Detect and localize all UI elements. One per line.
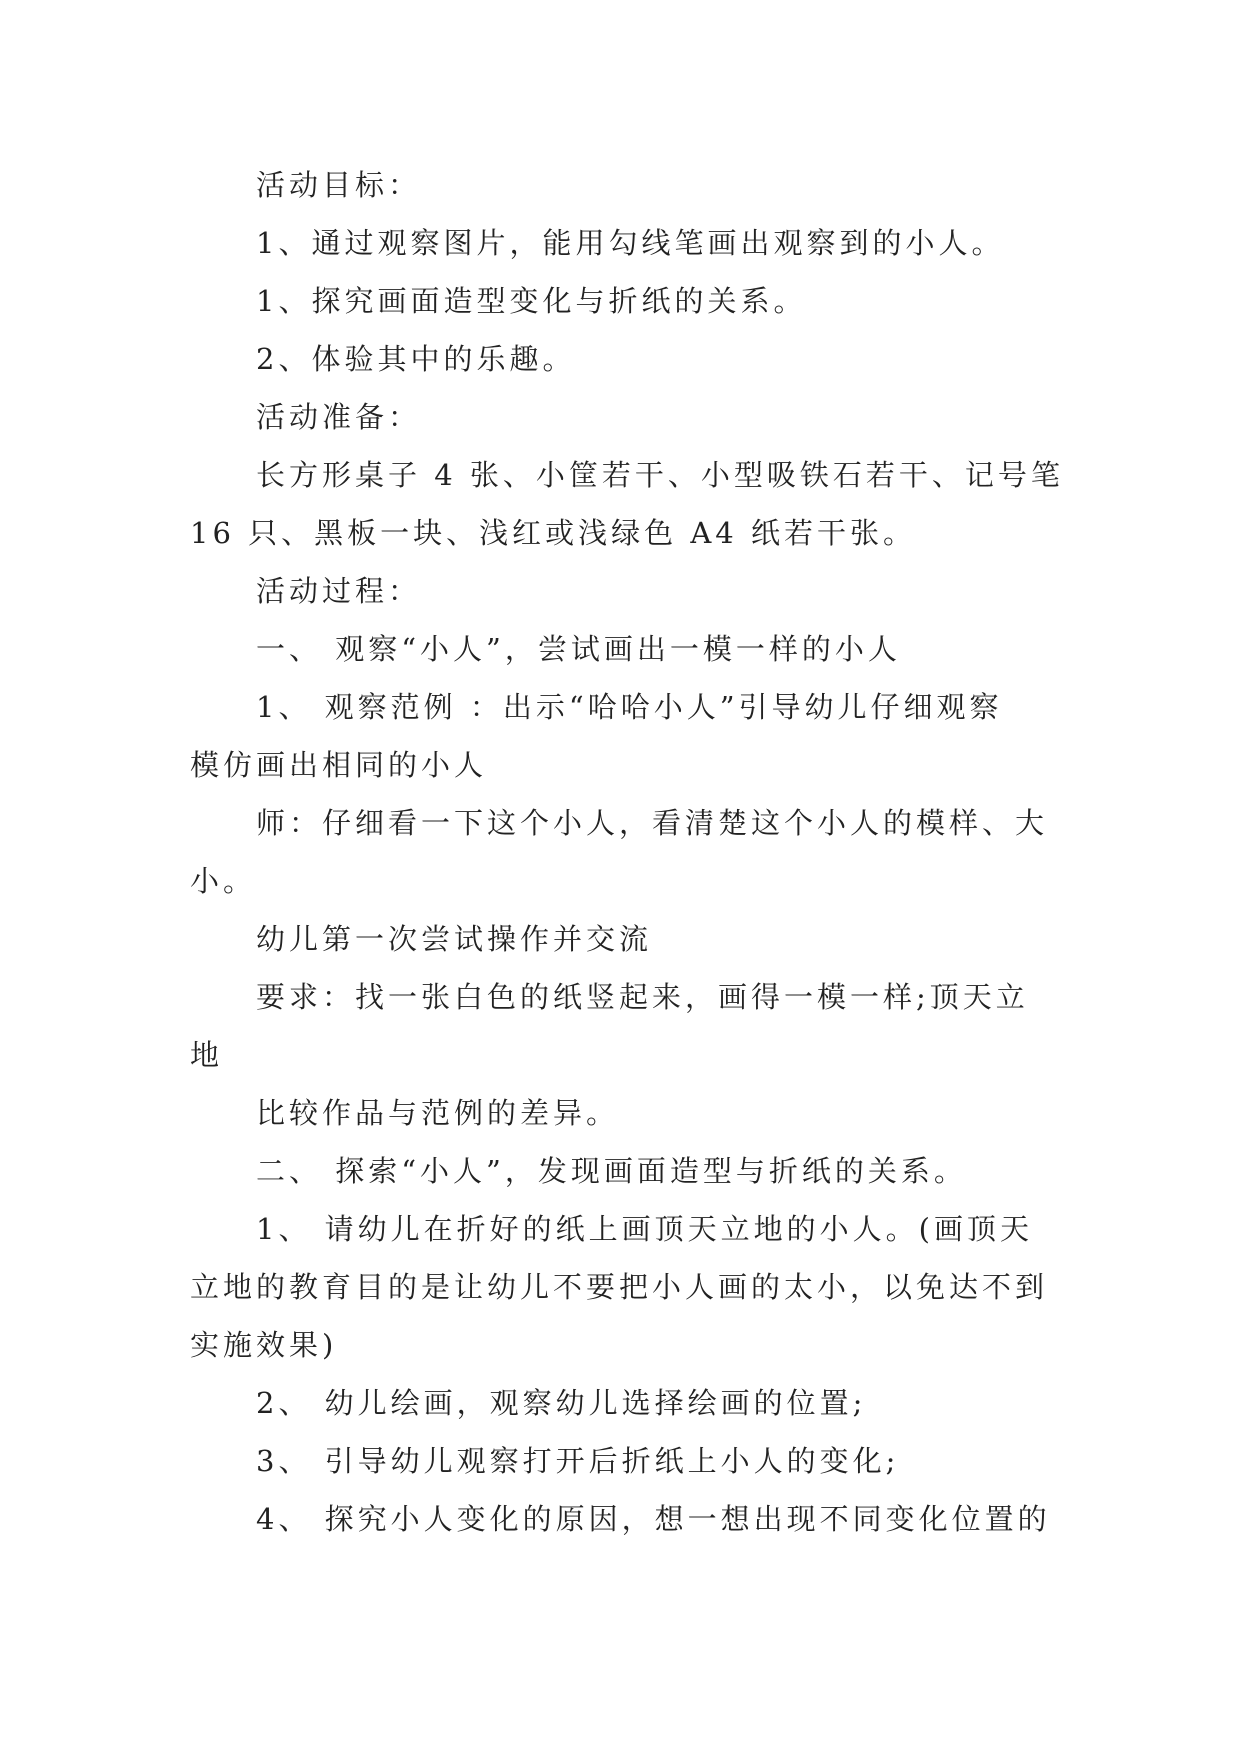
section-heading-activity-preparation [190, 388, 1070, 446]
goal-item [190, 330, 1070, 388]
process-paragraph [190, 910, 1070, 968]
paragraph-line: 地 [190, 1038, 224, 1072]
paragraph-line: 1、探究画面造型变化与折纸的关系。 [256, 284, 807, 318]
paragraph-line: 长方形桌子 4 张、小筐若干、小型吸铁石若干、记号笔 [256, 458, 1064, 492]
process-item [190, 678, 1070, 794]
paragraph-line: 活动过程： [256, 574, 422, 608]
paragraph-line: 一、 观察“小人”，尝试画出一模一样的小人 [256, 632, 901, 666]
paragraph-line: 师：仔细看一下这个小人，看清楚这个小人的模样、大 [256, 806, 1049, 840]
paragraph-line: 模仿画出相同的小人 [190, 748, 488, 782]
process-step-heading [190, 1142, 1070, 1200]
paragraph-line: 3、 引导幼儿观察打开后折纸上小人的变化; [256, 1444, 900, 1478]
paragraph-line: 活动准备： [256, 400, 422, 434]
paragraph-line: 小。 [190, 864, 257, 898]
process-item [190, 1490, 1070, 1548]
process-item [190, 1432, 1070, 1490]
process-item [190, 1374, 1070, 1432]
paragraph-line: 4、 探究小人变化的原因，想一想出现不同变化位置的 [256, 1502, 1051, 1536]
process-paragraph [190, 968, 1070, 1084]
process-item [190, 1200, 1070, 1374]
paragraph-line: 1、通过观察图片，能用勾线笔画出观察到的小人。 [256, 226, 1005, 260]
goal-item [190, 214, 1070, 272]
section-heading-activity-process [190, 562, 1070, 620]
process-paragraph [190, 1084, 1070, 1142]
section-heading-activity-goals [190, 156, 1070, 214]
paragraph-line: 立地的教育目的是让幼儿不要把小人画的太小，以免达不到 [190, 1270, 1049, 1304]
paragraph-line: 1、 观察范例 ：出示“哈哈小人”引导幼儿仔细观察 [256, 690, 1003, 724]
paragraph-line: 实施效果) [190, 1328, 338, 1362]
paragraph-line: 2、体验其中的乐趣。 [256, 342, 576, 376]
preparation-paragraph [190, 446, 1070, 562]
paragraph-line: 活动目标： [256, 168, 422, 202]
paragraph-line: 1、 请幼儿在折好的纸上画顶天立地的小人。(画顶天 [256, 1212, 1033, 1246]
goal-item [190, 272, 1070, 330]
paragraph-line: 幼儿第一次尝试操作并交流 [256, 922, 653, 956]
paragraph-line: 要求：找一张白色的纸竖起来，画得一模一样;顶天立 [256, 980, 1029, 1014]
process-step-heading [190, 620, 1070, 678]
document-body [190, 156, 1070, 1548]
paragraph-line: 2、 幼儿绘画，观察幼儿选择绘画的位置; [256, 1386, 867, 1420]
paragraph-line: 比较作品与范例的差异。 [256, 1096, 620, 1130]
paragraph-line: 16 只、黑板一块、浅红或浅绿色 A4 纸若干张。 [190, 516, 916, 550]
paragraph-line: 二、 探索“小人”，发现画面造型与折纸的关系。 [256, 1154, 967, 1188]
process-paragraph [190, 794, 1070, 910]
